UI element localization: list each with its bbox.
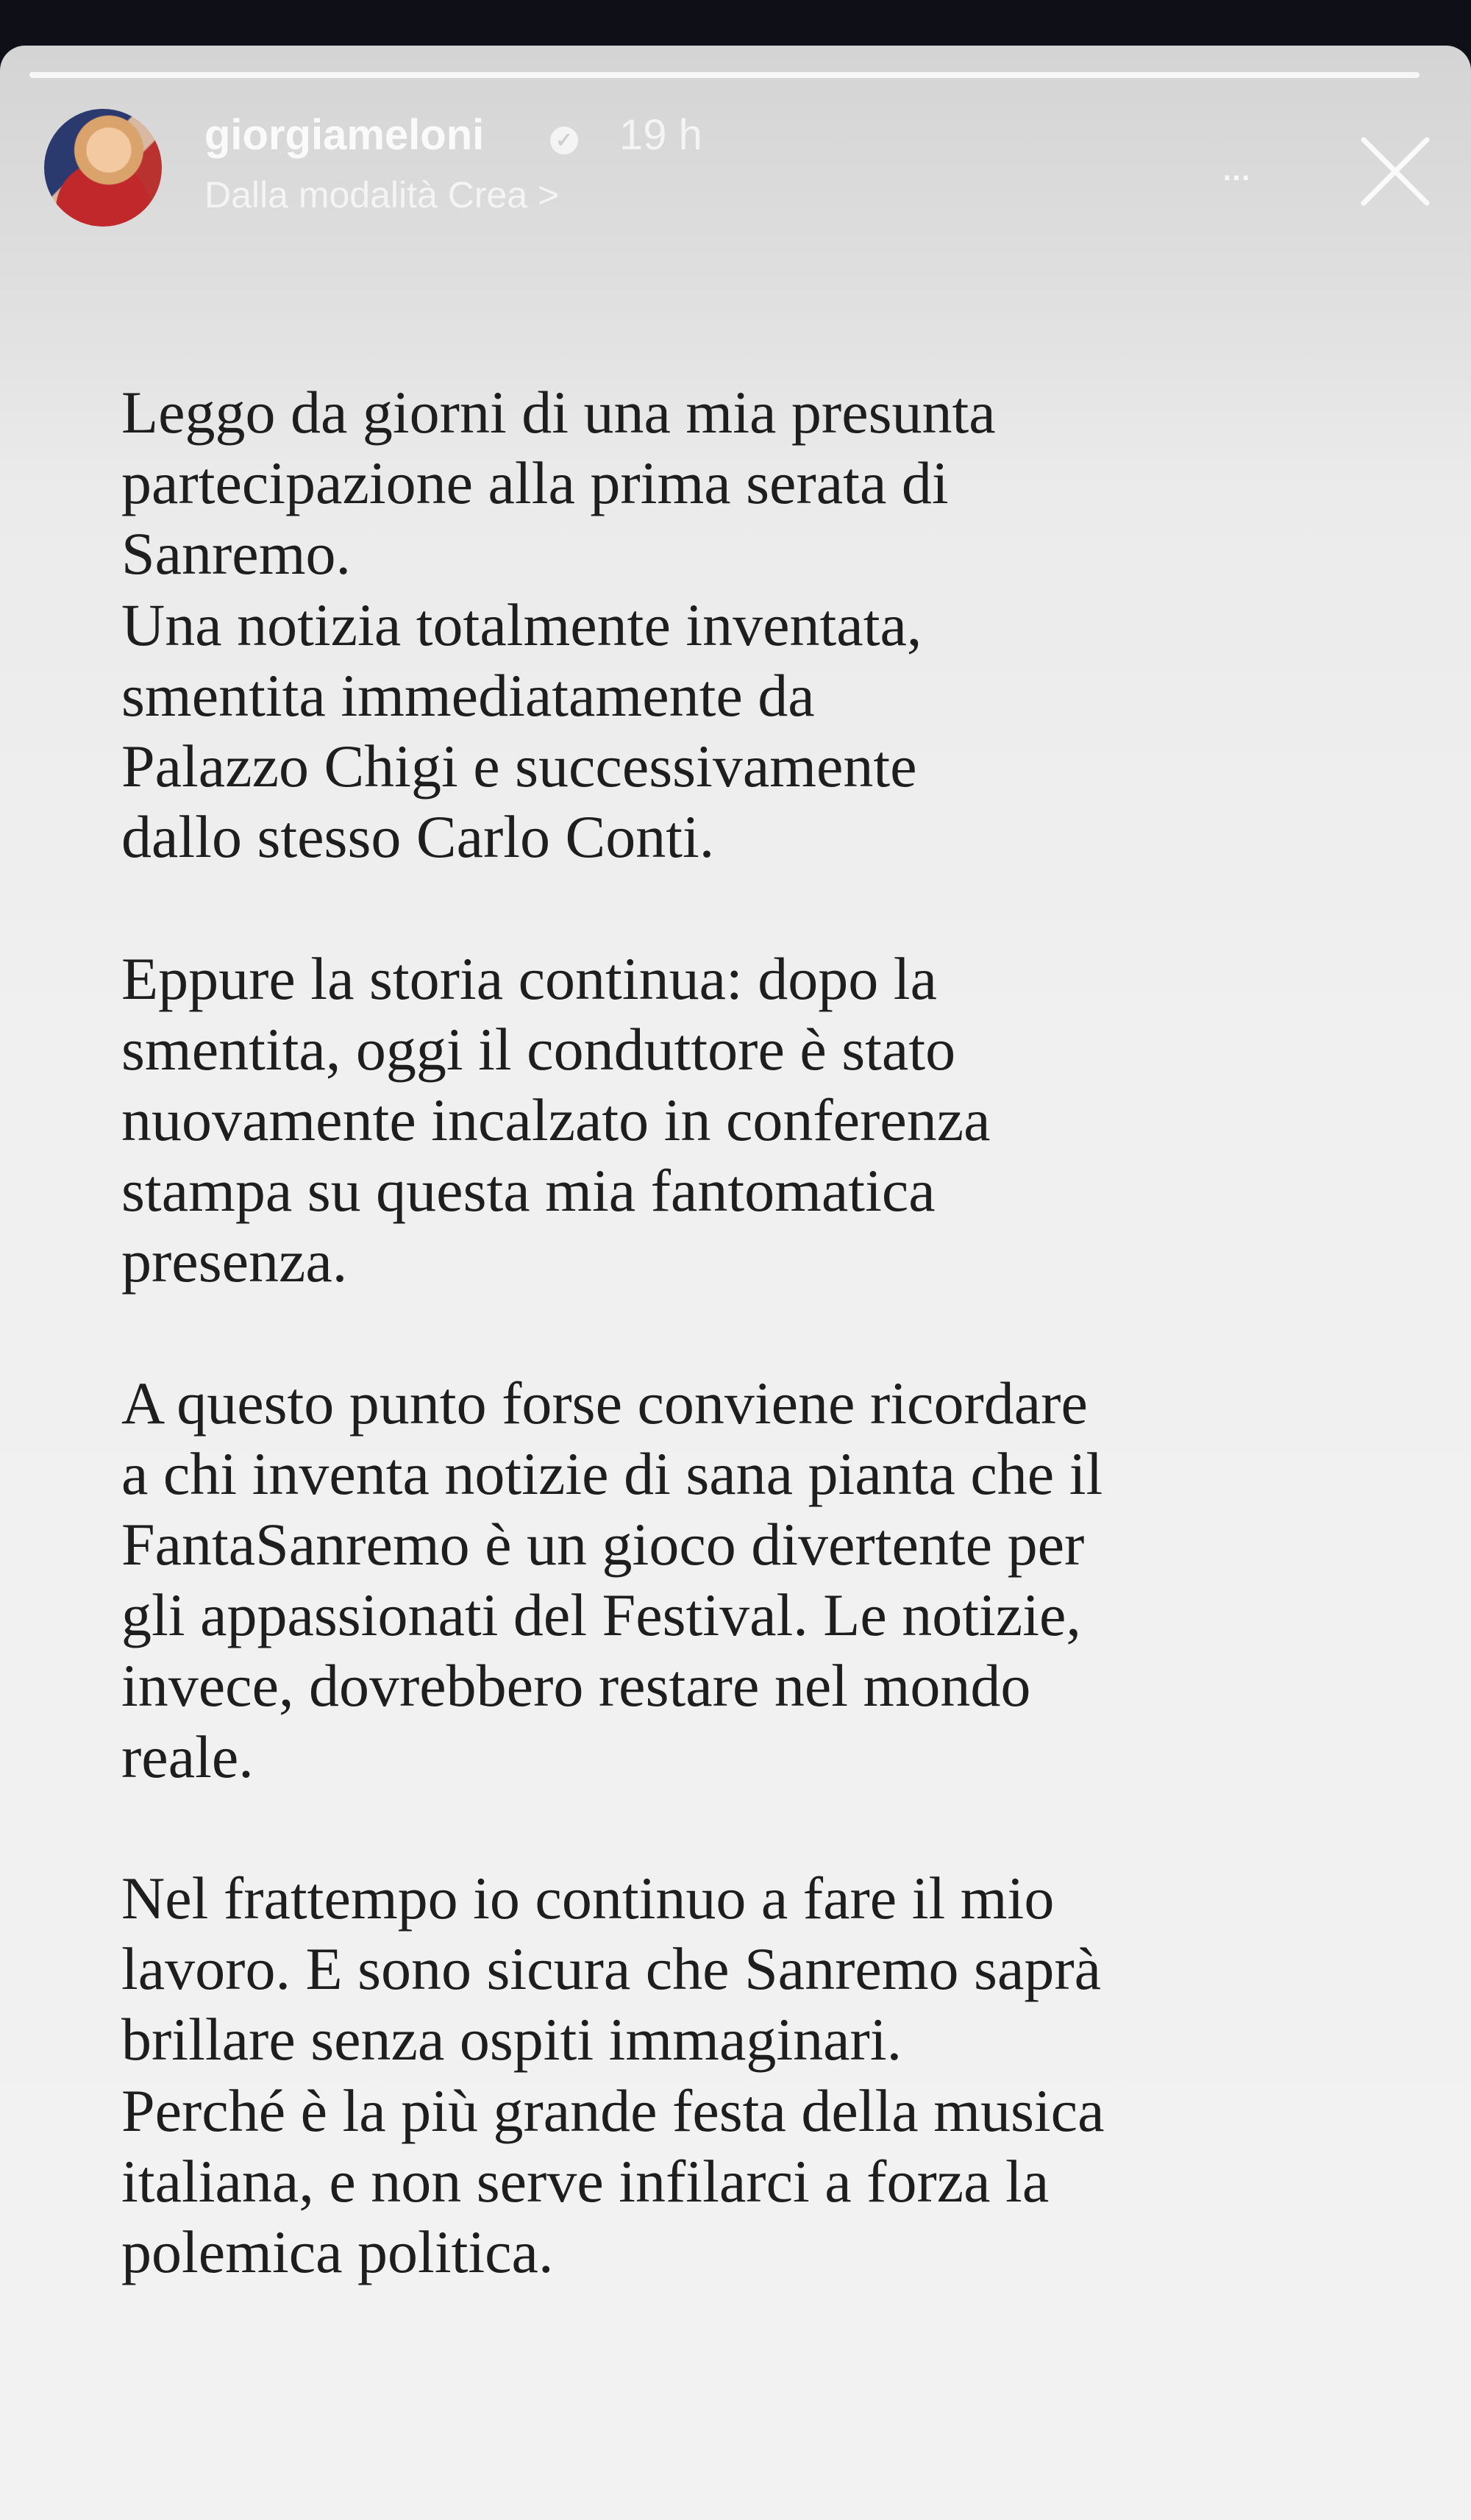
story-text-line: FantaSanremo è un gioco divertente per [121, 1511, 1085, 1578]
story-text-line: Sanremo. [121, 520, 351, 588]
story-text-line: invece, dovrebbero restare nel mondo [121, 1652, 1031, 1720]
story-text-line: lavoro. E sono sicura che Sanremo saprà [121, 1935, 1102, 2003]
create-mode-link[interactable]: Dalla modalità Crea > [204, 174, 560, 216]
story-text-line [121, 1297, 1104, 1367]
story-text-line: nuovamente incalzato in conferenza [121, 1086, 991, 1153]
story-text-line: Nel frattempo io continuo a fare il mio [121, 1864, 1055, 1932]
story-text-line: polemica politica. [121, 2218, 554, 2285]
story-text-line: Una notizia totalmente inventata, [121, 591, 922, 658]
story-text-line: stampa su questa mia fantomatica [121, 1157, 936, 1225]
story-text-line: smentita immediatamente da [121, 661, 815, 729]
story-text-line: Leggo da giorni di una mia presunta [121, 379, 996, 446]
story-text-line: Palazzo Chigi e successivamente [121, 732, 917, 800]
story-text-line: Perché è la più grande festa della musica [121, 2076, 1105, 2144]
story-text-line: partecipazione alla prima serata di [121, 449, 949, 517]
timestamp: 19 h [619, 111, 702, 159]
story-text [121, 377, 1104, 2288]
story-text-line: dallo stesso Carlo Conti. [121, 803, 715, 871]
story-text-line: Eppure la storia continua: dopo la [121, 944, 937, 1012]
story-text-line: brillare senza ospiti immaginari. [121, 2006, 902, 2074]
story-text-line [121, 1793, 1104, 1863]
story-progress-bar [29, 72, 1420, 78]
story-text-line: presenza. [121, 1228, 348, 1295]
username[interactable]: giorgiameloni [204, 111, 485, 159]
close-icon[interactable] [1355, 131, 1436, 212]
story-text-line: smentita, oggi il conduttore è stato [121, 1015, 956, 1083]
verified-badge-icon: ✓ [550, 127, 578, 154]
story-text-line [121, 872, 1104, 943]
story-text-line: a chi inventa notizie di sana pianta che il [121, 1439, 1103, 1507]
story-text-line: A questo punto forse conviene ricordare [121, 1369, 1088, 1437]
story-text-line: gli appassionati del Festival. Le notizie, [121, 1581, 1081, 1649]
story-text-line: reale. [121, 1723, 254, 1790]
more-options-button[interactable]: ... [1221, 140, 1250, 190]
story-text-line: italiana, e non serve infilarci a forza la [121, 2147, 1050, 2215]
avatar[interactable] [44, 109, 162, 227]
